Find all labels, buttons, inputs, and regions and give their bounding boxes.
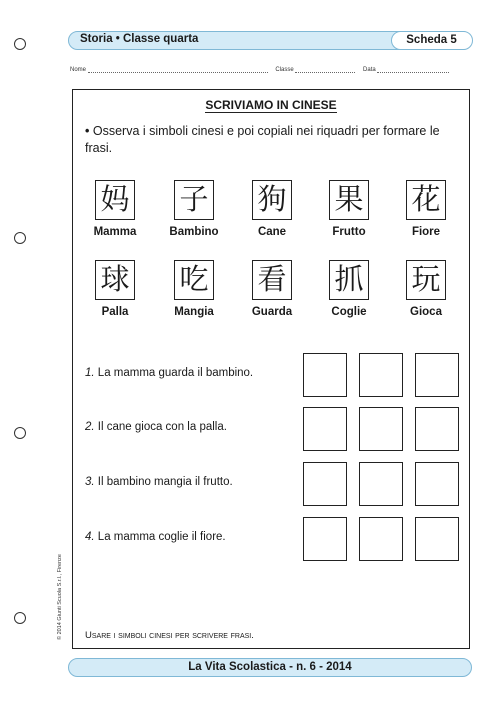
sentence-2 <box>85 421 227 433</box>
binder-hole <box>14 38 26 50</box>
chinese-symbol: 狗 <box>252 180 292 220</box>
symbol-card <box>154 180 234 238</box>
footnote: Usare i simboli cinesi per scrivere frasi. <box>85 630 254 641</box>
answer-box[interactable] <box>359 407 403 451</box>
sentence-text: Il bambino mangia il frutto. <box>97 476 233 488</box>
binder-hole <box>14 232 26 244</box>
answer-box[interactable] <box>415 407 459 451</box>
symbol-card <box>309 260 389 318</box>
header-bar <box>68 31 472 50</box>
chinese-symbol: 花 <box>406 180 446 220</box>
answer-box[interactable] <box>303 462 347 506</box>
sentence-3 <box>85 476 233 488</box>
sentence-text: Il cane gioca con la palla. <box>97 421 227 433</box>
symbol-card <box>386 180 466 238</box>
worksheet-frame <box>72 89 470 649</box>
answer-box[interactable] <box>359 462 403 506</box>
answer-box[interactable] <box>359 517 403 561</box>
name-line[interactable] <box>88 72 268 73</box>
sentence-1 <box>85 367 253 379</box>
symbol-card <box>386 260 466 318</box>
symbol-card <box>232 180 312 238</box>
symbol-label: Frutto <box>332 226 366 238</box>
sentence-text: La mamma coglie il fiore. <box>97 531 226 543</box>
symbol-label: Fiore <box>411 226 441 238</box>
sentence-number: 2. <box>85 421 95 433</box>
symbol-label: Bambino <box>169 226 219 238</box>
symbol-label: Coglie <box>331 306 367 318</box>
instruction <box>85 123 445 157</box>
sentence-text: La mamma guarda il bambino. <box>97 367 254 379</box>
binder-hole <box>14 612 26 624</box>
symbol-label: Guarda <box>251 306 293 318</box>
sheet-number: Scheda 5 <box>391 31 473 50</box>
symbol-label: Palla <box>101 306 129 318</box>
chinese-symbol: 妈 <box>95 180 135 220</box>
answer-box[interactable] <box>359 353 403 397</box>
answer-box[interactable] <box>303 407 347 451</box>
name-label: Nome <box>70 67 87 73</box>
chinese-symbol: 吃 <box>174 260 214 300</box>
answer-box[interactable] <box>415 517 459 561</box>
answer-box[interactable] <box>415 462 459 506</box>
chinese-symbol: 玩 <box>406 260 446 300</box>
symbol-label: Mangia <box>174 306 214 318</box>
symbol-card <box>75 260 155 318</box>
symbol-label: Mamma <box>93 226 137 238</box>
footer-bar: La Vita Scolastica - n. 6 - 2014 <box>68 658 472 677</box>
symbol-card <box>309 180 389 238</box>
symbol-card <box>232 260 312 318</box>
bullet-icon: • <box>85 124 90 138</box>
answer-box[interactable] <box>303 517 347 561</box>
chinese-symbol: 看 <box>252 260 292 300</box>
chinese-symbol: 抓 <box>329 260 369 300</box>
class-line[interactable] <box>295 72 355 73</box>
date-line[interactable] <box>377 72 449 73</box>
chinese-symbol: 果 <box>329 180 369 220</box>
sentence-number: 4. <box>85 531 95 543</box>
class-label: Classe <box>275 67 294 73</box>
answer-box[interactable] <box>303 353 347 397</box>
copyright-notice: © 2014 Giunti Scuola S.r.l., Firenze <box>57 554 63 640</box>
chinese-symbol: 球 <box>95 260 135 300</box>
subject-label: Storia • Classe quarta <box>80 33 199 45</box>
student-fields <box>70 67 472 73</box>
sentence-number: 1. <box>85 367 95 379</box>
chinese-symbol: 子 <box>174 180 214 220</box>
worksheet-title: SCRIVIAMO IN CINESE <box>205 98 337 112</box>
sentence-number: 3. <box>85 476 95 488</box>
instruction-text: Osserva i simboli cinesi e poi copiali nei riquadri per formare le frasi. <box>85 124 440 155</box>
symbol-card <box>75 180 155 238</box>
date-label: Data <box>363 67 376 73</box>
symbol-card <box>154 260 234 318</box>
sentence-4 <box>85 531 226 543</box>
symbol-label: Cane <box>257 226 287 238</box>
answer-box[interactable] <box>415 353 459 397</box>
binder-hole <box>14 427 26 439</box>
symbol-label: Gioca <box>410 306 442 318</box>
